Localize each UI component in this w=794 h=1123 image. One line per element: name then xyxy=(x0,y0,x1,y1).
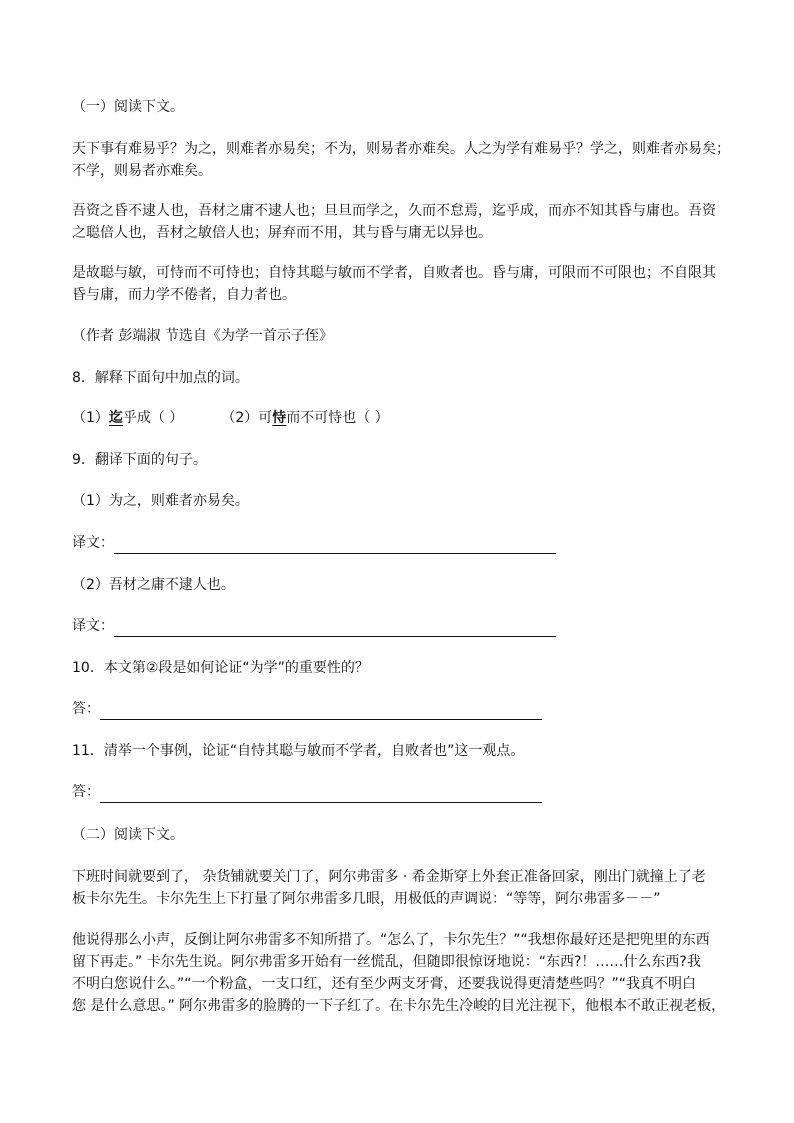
text-line: 不明白您说什么。”“一个粉盒，一支口红，还有至少两支牙膏，还要我说得更清楚些吗？”“我真不明白 xyxy=(72,976,697,992)
answer-label: 答： xyxy=(72,784,100,800)
text-line: 他说得那么小声，反倒让阿尔弗雷多不知所措了。“怎么了，卡尔先生？”“我想你最好还是把兜里的东西 xyxy=(72,932,710,948)
answer-label: 译文： xyxy=(72,618,114,634)
text-line: 板卡尔先生。卡尔先生上下打量了阿尔弗雷多几眼，用极低的声调说：“等等，阿尔弗雷多－－” xyxy=(72,891,661,907)
text-line: 是故聪与敏，可恃而不可恃也；自恃其聪与敏而不学者，自败者也。昏与庸，可限而不可限也；不自限其 xyxy=(72,265,716,281)
section2-paragraph-1 xyxy=(72,866,732,910)
answer-blank-line[interactable] xyxy=(114,535,556,554)
section1-heading: （一）阅读下文。 xyxy=(72,99,184,115)
answer-label: 答： xyxy=(72,701,100,717)
question-9-sentence-2: （2）吾材之庸不逮人也。 xyxy=(72,577,235,593)
text-line: 吾资之昏不逮人也，吾材之庸不逮人也；旦旦而学之，久而不怠焉，迄乎成，而亦不知其昏与庸也。吾资 xyxy=(72,203,716,219)
question-8-prompt: 8．解释下面句中加点的词。 xyxy=(72,370,249,386)
answer-blank-line[interactable] xyxy=(114,618,556,637)
question-10-prompt: 10．本文第②段是如何论证“为学”的重要性的？ xyxy=(72,660,369,676)
question-9-answer-2 xyxy=(72,615,732,637)
answer-blank-line[interactable] xyxy=(100,701,542,720)
section1-paragraph-1 xyxy=(72,138,732,182)
text-line: 留下再走。” 卡尔先生说。阿尔弗雷多开始有一丝慌乱，但随即很惊讶地说：“东西?！……什么东西?我 xyxy=(72,954,701,970)
text-line: 您 是什么意思。” 阿尔弗雷多的脸腾的一下子红了。在卡尔先生冷峻的目光注视下，他根本不敢正视老板， xyxy=(72,998,726,1014)
q8-item1-blank[interactable]: 乎成（ ） xyxy=(122,410,184,426)
q8-item2-dotted-word: 恃 xyxy=(272,410,287,426)
question-10-answer xyxy=(72,698,732,720)
q8-item2-prefix: （2）可 xyxy=(221,410,273,426)
section2-heading: （二）阅读下文。 xyxy=(72,827,184,843)
section1-paragraph-3 xyxy=(72,262,732,306)
text-line: 之聪倍人也，吾材之敏倍人也；屏弃而不用，其与昏与庸无以异也。 xyxy=(72,225,492,241)
text-line: 天下事有难易乎？为之，则难者亦易矣；不为，则易者亦难矣。人之为学有难易乎？学之，则难者亦易矣； xyxy=(72,141,730,157)
question-8-items xyxy=(72,407,732,429)
question-9-answer-1 xyxy=(72,532,732,554)
section2-paragraph-2 xyxy=(72,929,732,1017)
question-9-sentence-1: （1）为之，则难者亦易矣。 xyxy=(72,493,249,509)
question-9-prompt: 9．翻译下面的句子。 xyxy=(72,452,207,468)
text-line: 不学，则易者亦难矣。 xyxy=(72,163,212,179)
question-11-prompt: 11．清举一个事例，论证“自恃其聪与敏而不学者，自败者也”这一观点。 xyxy=(72,743,525,759)
source-citation: （作者 彭端淑 节选自《为学一首示子侄》 xyxy=(72,328,333,344)
answer-blank-line[interactable] xyxy=(100,784,542,803)
text-line: 昏与庸，而力学不倦者，自力者也。 xyxy=(72,287,296,303)
q8-item2-blank[interactable]: 而不可恃也（ ） xyxy=(286,410,389,426)
q8-item1-dotted-word: 迄 xyxy=(108,410,123,426)
q8-item1-prefix: （1） xyxy=(72,410,109,426)
question-11-answer xyxy=(72,781,732,803)
text-line: 下班时间就要到了， 杂货铺就要关门了，阿尔弗雷多 · 希金斯穿上外套正准备回家，刚出门就撞上了老 xyxy=(72,869,706,885)
section1-paragraph-2 xyxy=(72,200,732,244)
answer-label: 译文： xyxy=(72,535,114,551)
